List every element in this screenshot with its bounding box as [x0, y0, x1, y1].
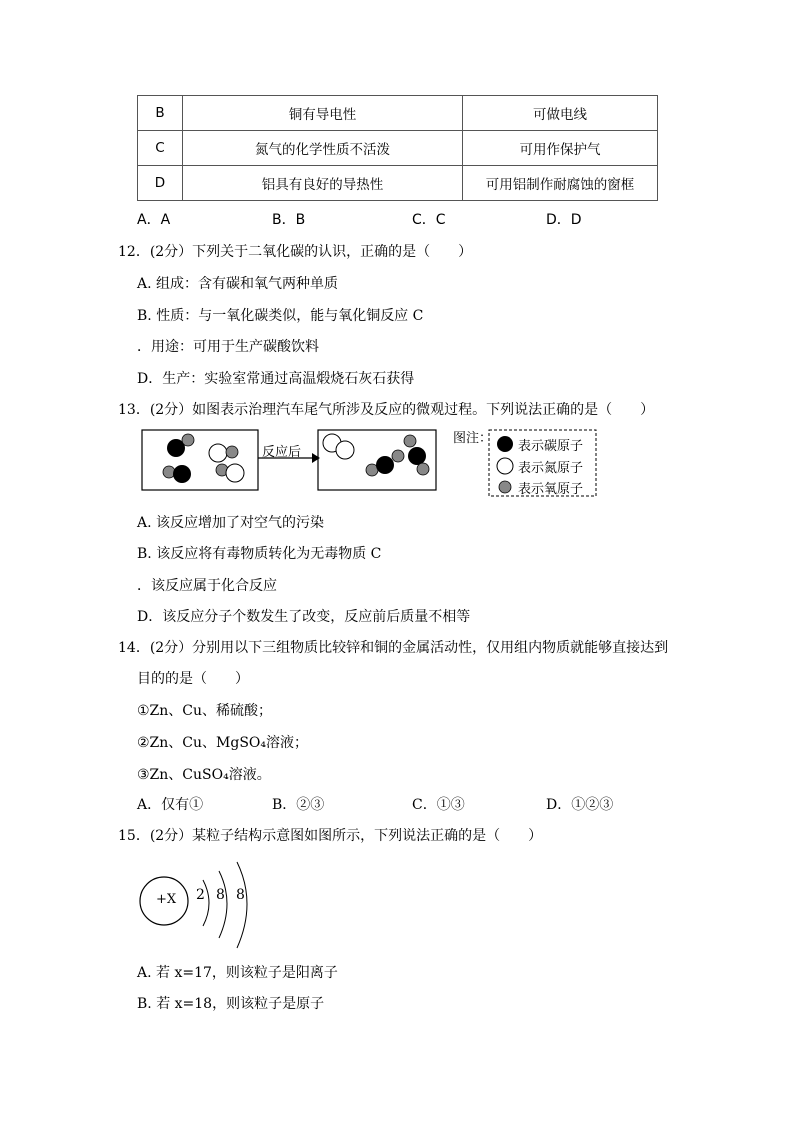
- carbon-atom: [408, 447, 426, 465]
- carbon-atom: [376, 456, 394, 474]
- q14-item-1: ①Zn、Cu、稀硫酸；: [137, 703, 273, 719]
- q15-option-a: A. 若 x=17，则该粒子是阳离子: [137, 965, 338, 981]
- q13-stem: 13．(2分）如图表示治理汽车尾气所涉及反应的微观过程。下列说法正确的是（ ）: [118, 402, 655, 418]
- row-property: 铝具有良好的导热性: [183, 166, 463, 201]
- nitrogen-atom: [226, 464, 244, 482]
- row-letter: B: [138, 96, 183, 131]
- legend-oxygen: 表示氧原子: [518, 482, 584, 497]
- q11-option-a: A．A: [137, 212, 171, 228]
- row-use: 可用作保护气: [463, 131, 658, 166]
- options-table: [137, 95, 658, 201]
- legend-nitrogen: 表示氮原子: [518, 461, 584, 476]
- q14-option-a: A．仅有①: [137, 797, 204, 813]
- before-box: [142, 430, 258, 490]
- row-use: 可做电线: [463, 96, 658, 131]
- q12-option-d: D．生产：实验室常通过高温煅烧石灰石获得: [137, 371, 415, 387]
- oxygen-atom: [404, 435, 416, 447]
- oxygen-atom: [163, 466, 175, 478]
- q12-option-c: ．用途：可用于生产碳酸饮料: [137, 339, 319, 355]
- nitrogen-atom: [209, 444, 227, 462]
- q13-option-b: B. 该反应将有毒物质转化为无毒物质 C: [137, 546, 382, 562]
- q14-item-3: ③Zn、CuSO₄溶液。: [137, 767, 271, 783]
- q11-option-d: D．D: [546, 212, 582, 228]
- q12-option-a: A. 组成：含有碳和氧气两种单质: [137, 276, 339, 292]
- q14-option-c: C．①③: [412, 797, 465, 813]
- oxygen-atom: [417, 463, 429, 475]
- q13-option-d: D．该反应分子个数发生了改变，反应前后质量不相等: [137, 609, 471, 625]
- q14-item-2: ②Zn、Cu、MgSO₄溶液；: [137, 735, 309, 751]
- q14-option-b: B．②③: [272, 797, 325, 813]
- q15-stem: 15．(2分）某粒子结构示意图如图所示，下列说法正确的是（ ）: [118, 828, 543, 844]
- table-row: [138, 96, 658, 131]
- legend-carbon-icon: [497, 436, 513, 452]
- electron-shell-2: [219, 871, 227, 938]
- q12-option-b: B. 性质：与一氧化碳类似，能与氧化铜反应 C: [137, 308, 424, 324]
- legend-nitrogen-icon: [497, 458, 513, 474]
- row-property: 铜有导电性: [183, 96, 463, 131]
- atom-structure-diagram: [135, 858, 255, 953]
- row-property: 氮气的化学性质不活泼: [183, 131, 463, 166]
- table-row: [138, 131, 658, 166]
- q12-stem: 12．(2分）下列关于二氧化碳的认识，正确的是（ ）: [118, 244, 473, 260]
- q11-option-b: B．B: [272, 212, 306, 228]
- shell-1-electrons: 2: [196, 887, 205, 903]
- q14-stem: 14．(2分）分别用以下三组物质比较锌和铜的金属活动性，仅用组内物质就能够直接达到: [118, 640, 669, 656]
- legend-title: 图注：: [453, 431, 493, 446]
- shell-3-electrons: 8: [236, 887, 245, 903]
- arrow-label: 反应后: [262, 445, 302, 460]
- q14-stem-cont: 目的的是（ ）: [137, 671, 249, 687]
- q13-option-a: A. 该反应增加了对空气的污染: [137, 515, 325, 531]
- legend-oxygen-icon: [499, 481, 511, 493]
- carbon-atom: [173, 465, 191, 483]
- row-use: 可用铝制作耐腐蚀的窗框: [463, 166, 658, 201]
- q11-option-c: C．C: [412, 212, 446, 228]
- oxygen-atom: [226, 446, 238, 458]
- legend-carbon: 表示碳原子: [518, 439, 584, 454]
- table-row: [138, 166, 658, 201]
- q13-option-c: ．该反应属于化合反应: [137, 578, 277, 594]
- arrow-head: [312, 453, 320, 463]
- nucleus-label: +X: [156, 892, 177, 907]
- row-letter: D: [138, 166, 183, 201]
- q15-option-b: B. 若 x=18，则该粒子是原子: [137, 996, 325, 1012]
- nitrogen-atom: [336, 441, 354, 459]
- electron-shell-3: [237, 862, 247, 948]
- shell-2-electrons: 8: [216, 887, 225, 903]
- oxygen-atom: [182, 434, 194, 446]
- row-letter: C: [138, 131, 183, 166]
- oxygen-atom: [392, 450, 404, 462]
- q14-option-d: D．①②③: [546, 797, 614, 813]
